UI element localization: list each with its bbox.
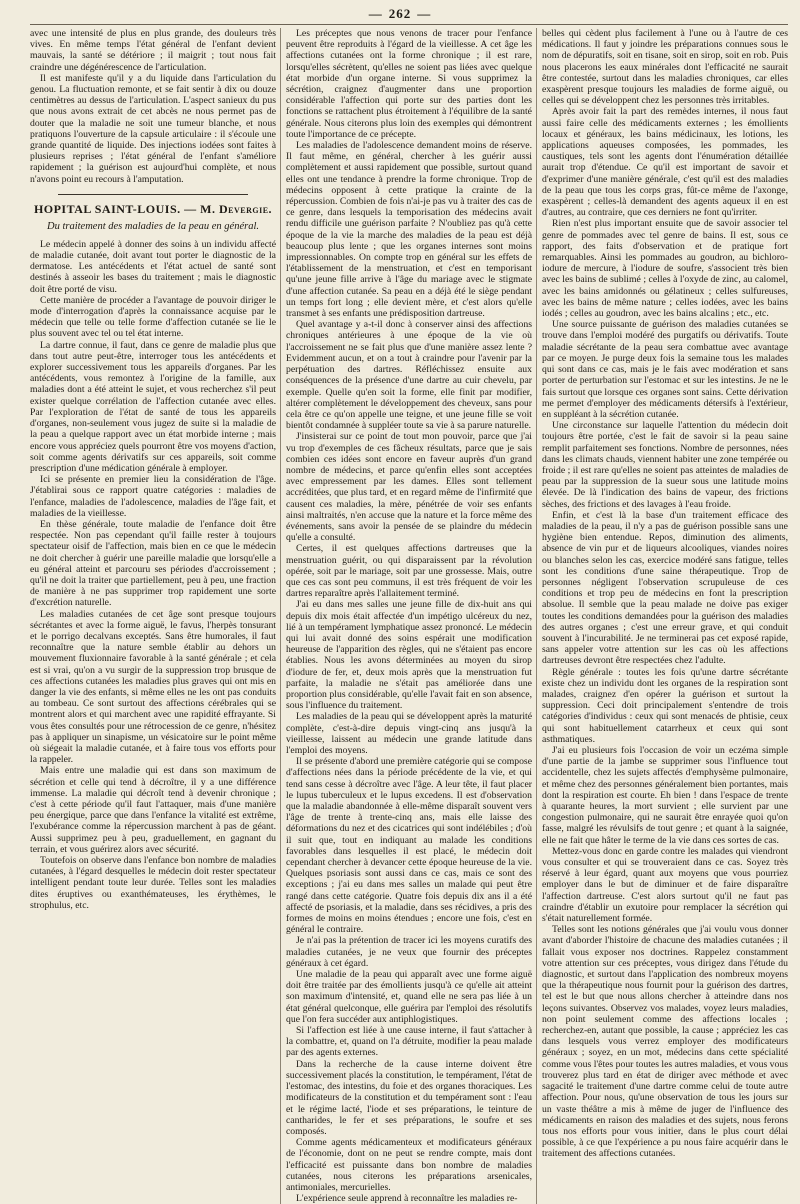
paragraph: Si l'affection est liée à une cause interne, il faut s'attacher à la combattre, et, quand on l'a détruite, modifier la peau malade par des agents externes. <box>286 1025 532 1059</box>
paragraph: J'ai eu dans mes salles une jeune fille de dix-huit ans qui depuis dix mois était affectée d'un impétigo ulcéreux du nez, lié à un tempérament lymphatique assez prononcé. Le médecin qui lui avait donné des soins espérait une modification heureuse de l'apparition des règles, qui ne s'étaient pas encore établies. Nous les avons déterminées au moyen du sirop d'iodure de fer, et, deux mois après que la menstruation fut parfaite, la maladie ne s'était pas améliorée dans une proportion plus considérable, qu'elle l'avait fait en son absence, sous l'influence du traitement. <box>286 599 532 712</box>
paragraph: Mettez-vous donc en garde contre les malades qui viendront vous consulter et qui se trouveraient dans ce cas. Soyez très réservé à leur égard, quant aux moyens que vous pourriez employer dans le but de diminuer et de faire disparaître l'affection dartreuse. C'est alors surtout qu'il ne faut pas craindre d'établir un exutoire pour remplacer la sécrétion qui s'était naturellement formée. <box>542 845 788 925</box>
paragraph: Enfin, et c'est là la base d'un traitement efficace des maladies de la peau, il n'y a pas de guérison possible sans une hygiène bien entendue. Repos, diminution des aliments, absence de vin pur et de liqueurs alcooliques, viandes noires ou blanches selon les cas, exercice modéré sans fatigue, telles sont les conditions d'une saine thérapeutique. Trop de personnes négligent l'observation scrupuleuse de ces conditions et trop peu de médecins en font la prescription absolue. Il semble que la peau malade ne doive pas exiger toutes les conditions demandées pour la guérison des maladies des autres organes ; c'est une erreur grave, et qui conduit souvent à l'incurabilité. Je ne terminerai pas cet exposé rapide, sans appeler votre attention sur les cas où les affections dartreuses devront être respectées chez l'adulte. <box>542 509 788 667</box>
paragraph: Telles sont les notions générales que j'ai voulu vous donner avant d'aborder l'histoire de chacune des maladies cutanées ; il fallait vous exposer nos doctrines. Rappelez constamment votre attention sur ces préceptes, vous dirigez dans l'étude du diagnostic, et surtout dans l'application des nombreux moyens que la thérapeutique nous fournit pour la guérison des dartres, tel est le but que nous allons chercher à atteindre dans nos leçons suivantes. Observez vos malades, voyez leurs maladies, non point seulement comme des affections locales ; recherchez-en, autant que possible, la cause ; appréciez les cas dans lesquels vous verrez employer des modificateurs généraux ; soyez, en un mot, médecins dans cette spécialité comme vous l'êtes pour toutes les autres maladies, et vous vous trouverez plus tard en état de diriger avec méthode et avec sagacité le traitement d'une dartre comme celui de toute autre affection. Pour nous, qu'une observation de tous les jours sur un vaste théâtre a mis à même de juger de l'influence des médicaments en raison des maladies et des sujets, nous ferons tous nos efforts pour vous initier, dans le plus court délai possible, à ce que l'expérience a pu nous faire acquérir dans le traitement des affections cutanées. <box>542 924 788 1160</box>
paragraph: Les maladies de l'adolescence demandent moins de réserve. Il faut même, en général, chercher à les guérir aussi complètement et aussi rapidement que possible, surtout quand elles ont une tendance à prendre la forme chronique. Trop de médecins opposent à cette pratique la crainte de la répercussion. Combien de fois n'ai-je pas vu à traiter des cas de ce genre, dans lesquels la temporisation des médecins avait rendu difficile une guérison parfaite ? N'oubliez pas qu'à cette époque de la vie la marche des maladies de la peau est déjà beaucoup plus lente ; que les organes internes sont moins impressionnables. On compte trop en général sur les effets de l'établissement de la menstruation, et c'est en temporisant qu'une jeune fille arrive à l'âge du mariage avec le stigmate d'une affection cutanée. Sa peau en a déjà été le siège pendant un temps fort long ; elle devient mère, et c'est alors qu'elle transmet à ses enfants une prédisposition dartreuse. <box>286 140 532 320</box>
column-3-text <box>542 28 788 1160</box>
page-number-dash-right: — <box>417 6 432 21</box>
paragraph: J'insisterai sur ce point de tout mon pouvoir, parce que j'ai vu trop d'exemples de ces fâcheux résultats, parce que je sais combien ces idées sont encore en faveur auprès d'un grand nombre de médecins, et parce qu'enfin elles sont acceptées avec empressement par les dames. Elles sont tellement accréditées, que plus tard, et en regard même de l'infirmité que causent ces maladies, la mère, pénétrée de voir ses enfants ainsi maltraités, n'en accuse que la nature et la force même des événements, sans avoir la pensée de se plaindre du médecin qu'elle a consulté. <box>286 431 532 544</box>
paragraph: Il est manifeste qu'il y a du liquide dans l'articulation du genou. La fluctuation remonte, et se fait sentir à dix ou douze centimètres au dessus de l'articulation. L'aspect sanieux du pus que nous avons extrait de cet abcès ne nous permet pas de douter que la maladie ne soit une tumeur blanche, et nous pratiquons l'ouverture de la capsule articulaire : il s'écoule une grande quantité de liquide. Des injections iodées sont faites à plusieurs reprises ; l'état général de l'enfant s'améliore rapidement ; la guérison est aujourd'hui complète, et nous n'avons point eu recours à l'amputation. <box>30 72 276 185</box>
paragraph: Mais entre une maladie qui est dans son maximum de sécrétion et celle qui tend à décroître, il y a une différence immense. La maladie qui décroît tend à devenir chronique ; c'est à cette période qu'il faut l'attaquer, mais d'une manière peu énergique, parce que dans l'enfance la vitalité est extrême, l'exubérance comme la répercussion marchent à pas de géant. Aussi supprimez peu à peu, graduellement, en gagnant du terrain, et vous guérirez alors avec sécurité. <box>30 765 276 855</box>
page-number-value: 262 <box>388 6 412 21</box>
paragraph: Il se présente d'abord une première catégorie qui se compose d'affections nées dans la période précédente de la vie, et qui tend sans cesse à décroître avec l'âge. A leur tête, il faut placer le lupus tuberculeux et le lupus excedens. Il est d'observation que la maladie abandonnée à elle-même disparaît souvent vers l'âge de trente à trente-cinq ans, mais elle laisse des déformations du nez et des cicatrices qui sont indélébiles ; d'où il suit que, tout en indiquant au malade les conditions favorables dans lesquelles il est placé, le médecin doit cependant chercher à devancer cette époque heureuse de la vie. Quelques psoriasis sont aussi dans ce cas, mais ce sont des exceptions ; j'ai eu dans mes salles un malade qui peut être rangé dans cette catégorie. Quatre fois depuis dix ans il a été affecté de psoriasis, et la maladie, dans ses récidives, a pris des formes de moins en moins étendues ; encore une fois, c'est en général le contraire. <box>286 756 532 936</box>
paragraph: Ici se présente en premier lieu la considération de l'âge. J'établirai sous ce rapport quatre catégories : maladies de l'enfance, maladies de l'adolescence, maladies de l'âge fait, et maladies de la vieillesse. <box>30 474 276 519</box>
header-rule <box>30 24 788 25</box>
paragraph: Le médecin appelé à donner des soins à un individu affecté de maladie cutanée, doit avant tout porter le diagnostic de la dermatose. Les antécédents et l'état actuel de santé sont destinés à asseoir les bases du traitement ; mais le diagnostic doit être porté de visu. <box>30 238 276 295</box>
section-author: M. Devergie. <box>200 201 273 216</box>
paragraph: Règle générale : toutes les fois qu'une dartre sécrétante existe chez un individu dont les organes de la respiration sont malades, craignez d'en opérer la guérison et surtout la suppression. Ceci doit principalement s'entendre de trois catégories d'individus : ceux qui sont menacés de phtisie, ceux qui sont habituellement catarrheux et ceux qui sont asthmatiques. <box>542 666 788 745</box>
section-subtitle: Du traitement des maladies de la peau en général. <box>47 220 259 232</box>
paragraph: Certes, il est quelques affections dartreuses que la menstruation guérit, ou qui disparaissent par la révolution opérée, soit par le mariage, soit par une grossesse. Mais, outre que ces cas sont peu communs, il est très fréquent de voir les dartres reparaître après l'allaitement terminé. <box>286 543 532 600</box>
paragraph: Cette manière de procéder a l'avantage de pouvoir diriger le mode d'interrogation d'après la connaissance acquise par le médecin que telle ou telle forme d'affection cutanée se lie le plus souvent avec tel ou tel état interne. <box>30 294 276 340</box>
paragraph: L'expérience seule apprend à reconnaître les maladies re- <box>296 1193 518 1204</box>
paragraph: Toutefois on observe dans l'enfance bon nombre de maladies cutanées, à l'égard desquelles le médecin doit rester spectateur intelligent pendant toute leur durée. Telles sont les maladies dites éruptives ou exanthémateuses, les érythèmes, le strophulus, etc. <box>30 855 276 911</box>
column-1 <box>30 28 276 1204</box>
paragraph: Une maladie de la peau qui apparaît avec une forme aiguë doit être traitée par des émollients jusqu'à ce qu'elle ait atteint son maximum d'intensité, et, quand elle ne sera pas liée à un état général quelconque, elle guérira par l'emploi des résolutifs que l'on fera succéder aux antiphlogistiques. <box>286 969 532 1025</box>
paragraph: belles qui cèdent plus facilement à l'une ou à l'autre de ces médications. Il faut y joindre les préparations connues sous le nom de dépuratifs, soit en tisane, soit en sirop, soit en rob. Puis nous placerons les eaux minérales dont l'efficacité ne saurait être contestée, surtout dans les maladies chroniques, car elles exaspèrent presque toujours les maladies de forme aiguë, ou celles qui se développent chez les personnes très irritables. <box>542 28 788 107</box>
column-1-case-report <box>30 28 276 185</box>
paragraph: avec une intensité de plus en plus grande, des douleurs très vives. En même temps l'état général de l'enfant devient mauvais, la santé se détériore ; il maigrit ; tout nous fait craindre une dégénérescence de l'articulation. <box>30 28 276 73</box>
page-number <box>0 6 800 22</box>
section-title <box>30 202 276 217</box>
paragraph: Une circonstance sur laquelle l'attention du médecin doit toujours être portée, c'est le fait de savoir si la peau saine remplit parfaitement ses fonctions. Nombre de personnes, nées dans les climats chauds, viennent habiter une zone tempérée ou froide ; il est rare qu'elles ne soient pas atteintes de maladies de peau par la suppression de la sueur sous une latitude moins élevée. De là l'indication des bains de vapeur, des frictions sèches, des frictions et des lavages à l'eau froide. <box>542 420 788 510</box>
paragraph: Une source puissante de guérison des maladies cutanées se trouve dans l'emploi modéré des purgatifs ou dérivatifs. Toute maladie sécrétante de la peau sera combattue avec avantage par ce moyen. Je purge deux fois la semaine tous les malades qui sont dans ce cas, mais je le fais avec modération et sans porter de perturbation sur l'estomac et sur les intestins. Je ne le fais surtout que lorsque ces organes sont sains. Cette dérivation me permet d'employer des médicaments détersifs à l'extérieur, en suppléant à la sécrétion cutanée. <box>542 319 788 420</box>
paragraph: Les maladies de la peau qui se développent après la maturité complète, c'est-à-dire depuis vingt-cinq ans jusqu'à la vieillesse, laissent au médecin une grande latitude dans l'emploi des moyens. <box>286 711 532 756</box>
paragraph: Dans la recherche de la cause interne doivent être successivement placés la constitution, le tempérament, l'état de l'estomac, des intestins, du foie et des organes thoraciques. Les modificateurs de la constitution et du tempérament sont : l'eau et le régime lacté, l'iode et ses préparations, le teinture de cantharides, le fer et ses préparations, le soufre et ses composés. <box>286 1058 532 1137</box>
text-columns <box>30 28 788 1204</box>
paragraph: Quel avantage y a-t-il donc à conserver ainsi des affections chroniques antérieures à une époque de la vie où l'accroissement ne se fait plus que d'une manière assez lente ? Evidemment aucun, et on a tout à craindre pour l'avenir par la perpétuation des dartres. Réfléchissez ensuite aux conséquences de la présence d'une dartre au cuir chevelu, par exemple. Quelle qu'en soit la forme, elle finit par modifier, altérer complètement le développement des cheveux, sans pour cela être ce qu'on appelle une teigne, et une jeune fille se voit bientôt condamnée à suppléer toute sa vie à sa parure naturelle. <box>286 319 532 432</box>
section-divider <box>58 194 248 195</box>
paragraph: Je n'ai pas la prétention de tracer ici les moyens curatifs des maladies cutanées, je ne veux que fournir des préceptes généraux à cet égard. <box>286 935 532 969</box>
column-2 <box>286 28 532 1204</box>
paragraph: La dartre connue, il faut, dans ce genre de maladie plus que dans tout autre peut-être, interroger tous les antécédents et explorer successivement tous les appareils d'organes. Par les antécédents, vous remontez à l'origine de la famille, aux maladies dont a été atteint le sujet, et vous recherchez s'il peut exister quelque corrélation de l'affection cutanée avec elles. Par l'exploration de l'état de santé de tous les appareils d'organes, non-seulement vous jugez de suite si la maladie de la peau a quelque rapport avec un état morbide interne ; mais encore vous appréciez quels pourront être vos moyens d'action, soit comme agents dérivatifs sur ces appareils, soit comme prescription d'une médication générale à employer. <box>30 339 276 474</box>
paragraph: Rien n'est plus important ensuite que de savoir associer tel genre de pommades avec tel genre de bains. Il est, sous ce rapport, des faits d'observation et de pratique fort remarquables. Ainsi les pommades au goudron, au bichloro-iodure de mercure, à l'iodure de soufre, s'associent très bien avec les bains de sublimé ; celles à l'oxyde de zinc, au calomel, avec les bains amidonnés ou gélatineux ; celles sulfureuses, avec les bains de même nature ; celles iodées, avec les bains iodés ; celles au goudron, avec les bains alcalins ; etc., etc. <box>542 218 788 320</box>
section-title-text: HOPITAL SAINT-LOUIS. — <box>33 201 197 216</box>
column-3 <box>542 28 788 1204</box>
paragraph: Les préceptes que nous venons de tracer pour l'enfance peuvent être reproduits à l'égard de la vieillesse. A cet âge les affections cutanées ont la forme chronique ; il est rare, lorsqu'elles sécrètent, qu'elles ne soient pas liées avec quelque état morbide d'un organe interne. Si vous supprimez la sécrétion, craignez d'augmenter dans une proportion considérable l'affection qui porte sur des parties dont les fonctions se rattachent plus étroitement à l'équilibre de la santé générale. Nous citerons plus loin des exemples qui démontrent toute l'importance de ce précepte. <box>286 28 532 140</box>
paragraph: J'ai eu plusieurs fois l'occasion de voir un eczéma simple d'une partie de la jambe se supprimer sous l'influence tout accidentelle, chez les sujets affectés d'emphysème pulmonaire, et même chez des personnes généralement bien portantes, mais dont la respiration est courte. Eh bien ! dans l'espace de trente à quarante heures, la mort survient ; elle survient par une congestion pulmonaire, qui ne saurait être enrayée quoi qu'on fasse, malgré les révulsifs de tout genre ; et quant à la saignée, elle ne fait que hâter le terme de la vie dans ces sortes de cas. <box>542 745 788 846</box>
paragraph: Après avoir fait la part des remèdes internes, il nous faut aussi faire celle des médicaments externes ; les émollients locaux et généraux, les bains médicinaux, les lotions, les applications aqueuses composées, les pommades, les caustiques, tels sont les agents dont l'énumération détaillée aurait trop d'étendue. Ce qu'il est important de savoir et d'exprimer d'une manière générale, c'est qu'il est des maladies de la peau que tous les corps gras, fût-ce même de l'axonge, exaspèrent ; celles-là demandent des agents aqueux il en est d'autres, au contraire, que ces derniers ne font qu'irriter. <box>542 106 788 219</box>
column-1-lecture-text <box>30 239 276 911</box>
paragraph: Les maladies cutanées de cet âge sont presque toujours sécrétantes et avec la forme aiguë, le favus, l'herpès tonsurant et le porrigo decalvans exceptés. Sans être humorales, il faut reconnaître que la nature semble établir au dehors un mouvement fluxionnaire favorable à la santé générale ; et cela est si vrai, qu'on a vu surgir de la suppression trop brusque de ces affections cutanées les maladies plus graves qui ont mis en danger la vie des enfants, si même elles ne les ont pas conduits au tombeau. Ce sont surtout des affections cérébrales qui se montrent alors et qui marchent avec une rapidité effrayante. Si vous êtes consultés pour une rétrocession de ce genre, n'hésitez pas à appliquer un sinapisme, un vésicatoire sur le point même où siégeait la maladie cutanée, et à faire tous vos efforts pour la rappeler. <box>30 608 276 766</box>
column-2-text <box>286 28 532 1204</box>
paragraph: En thèse générale, toute maladie de l'enfance doit être respectée. Non pas cependant qu'il faille rester à toujours spectateur oisif de l'affection, mais bien en ce que le médecin ne doit chercher à guérir une pareille maladie que lorsqu'elle a eu général atteint et parcouru ses périodes d'accroissement ; qu'il ne doit la traiter que partiellement, peu à peu, une fraction de manière à ne pas supprimer trop rapidement une sorte d'excrétion naturelle. <box>30 518 276 609</box>
paragraph: Comme agents médicamenteux et modificateurs généraux de l'économie, dont on ne peut se rendre compte, mais dont l'efficacité est puissante dans bon nombre de maladies cutanées, nous citerons les préparations arsenicales, antimoniales, mercurielles. <box>286 1137 532 1193</box>
page-number-dash-left: — <box>368 6 383 21</box>
